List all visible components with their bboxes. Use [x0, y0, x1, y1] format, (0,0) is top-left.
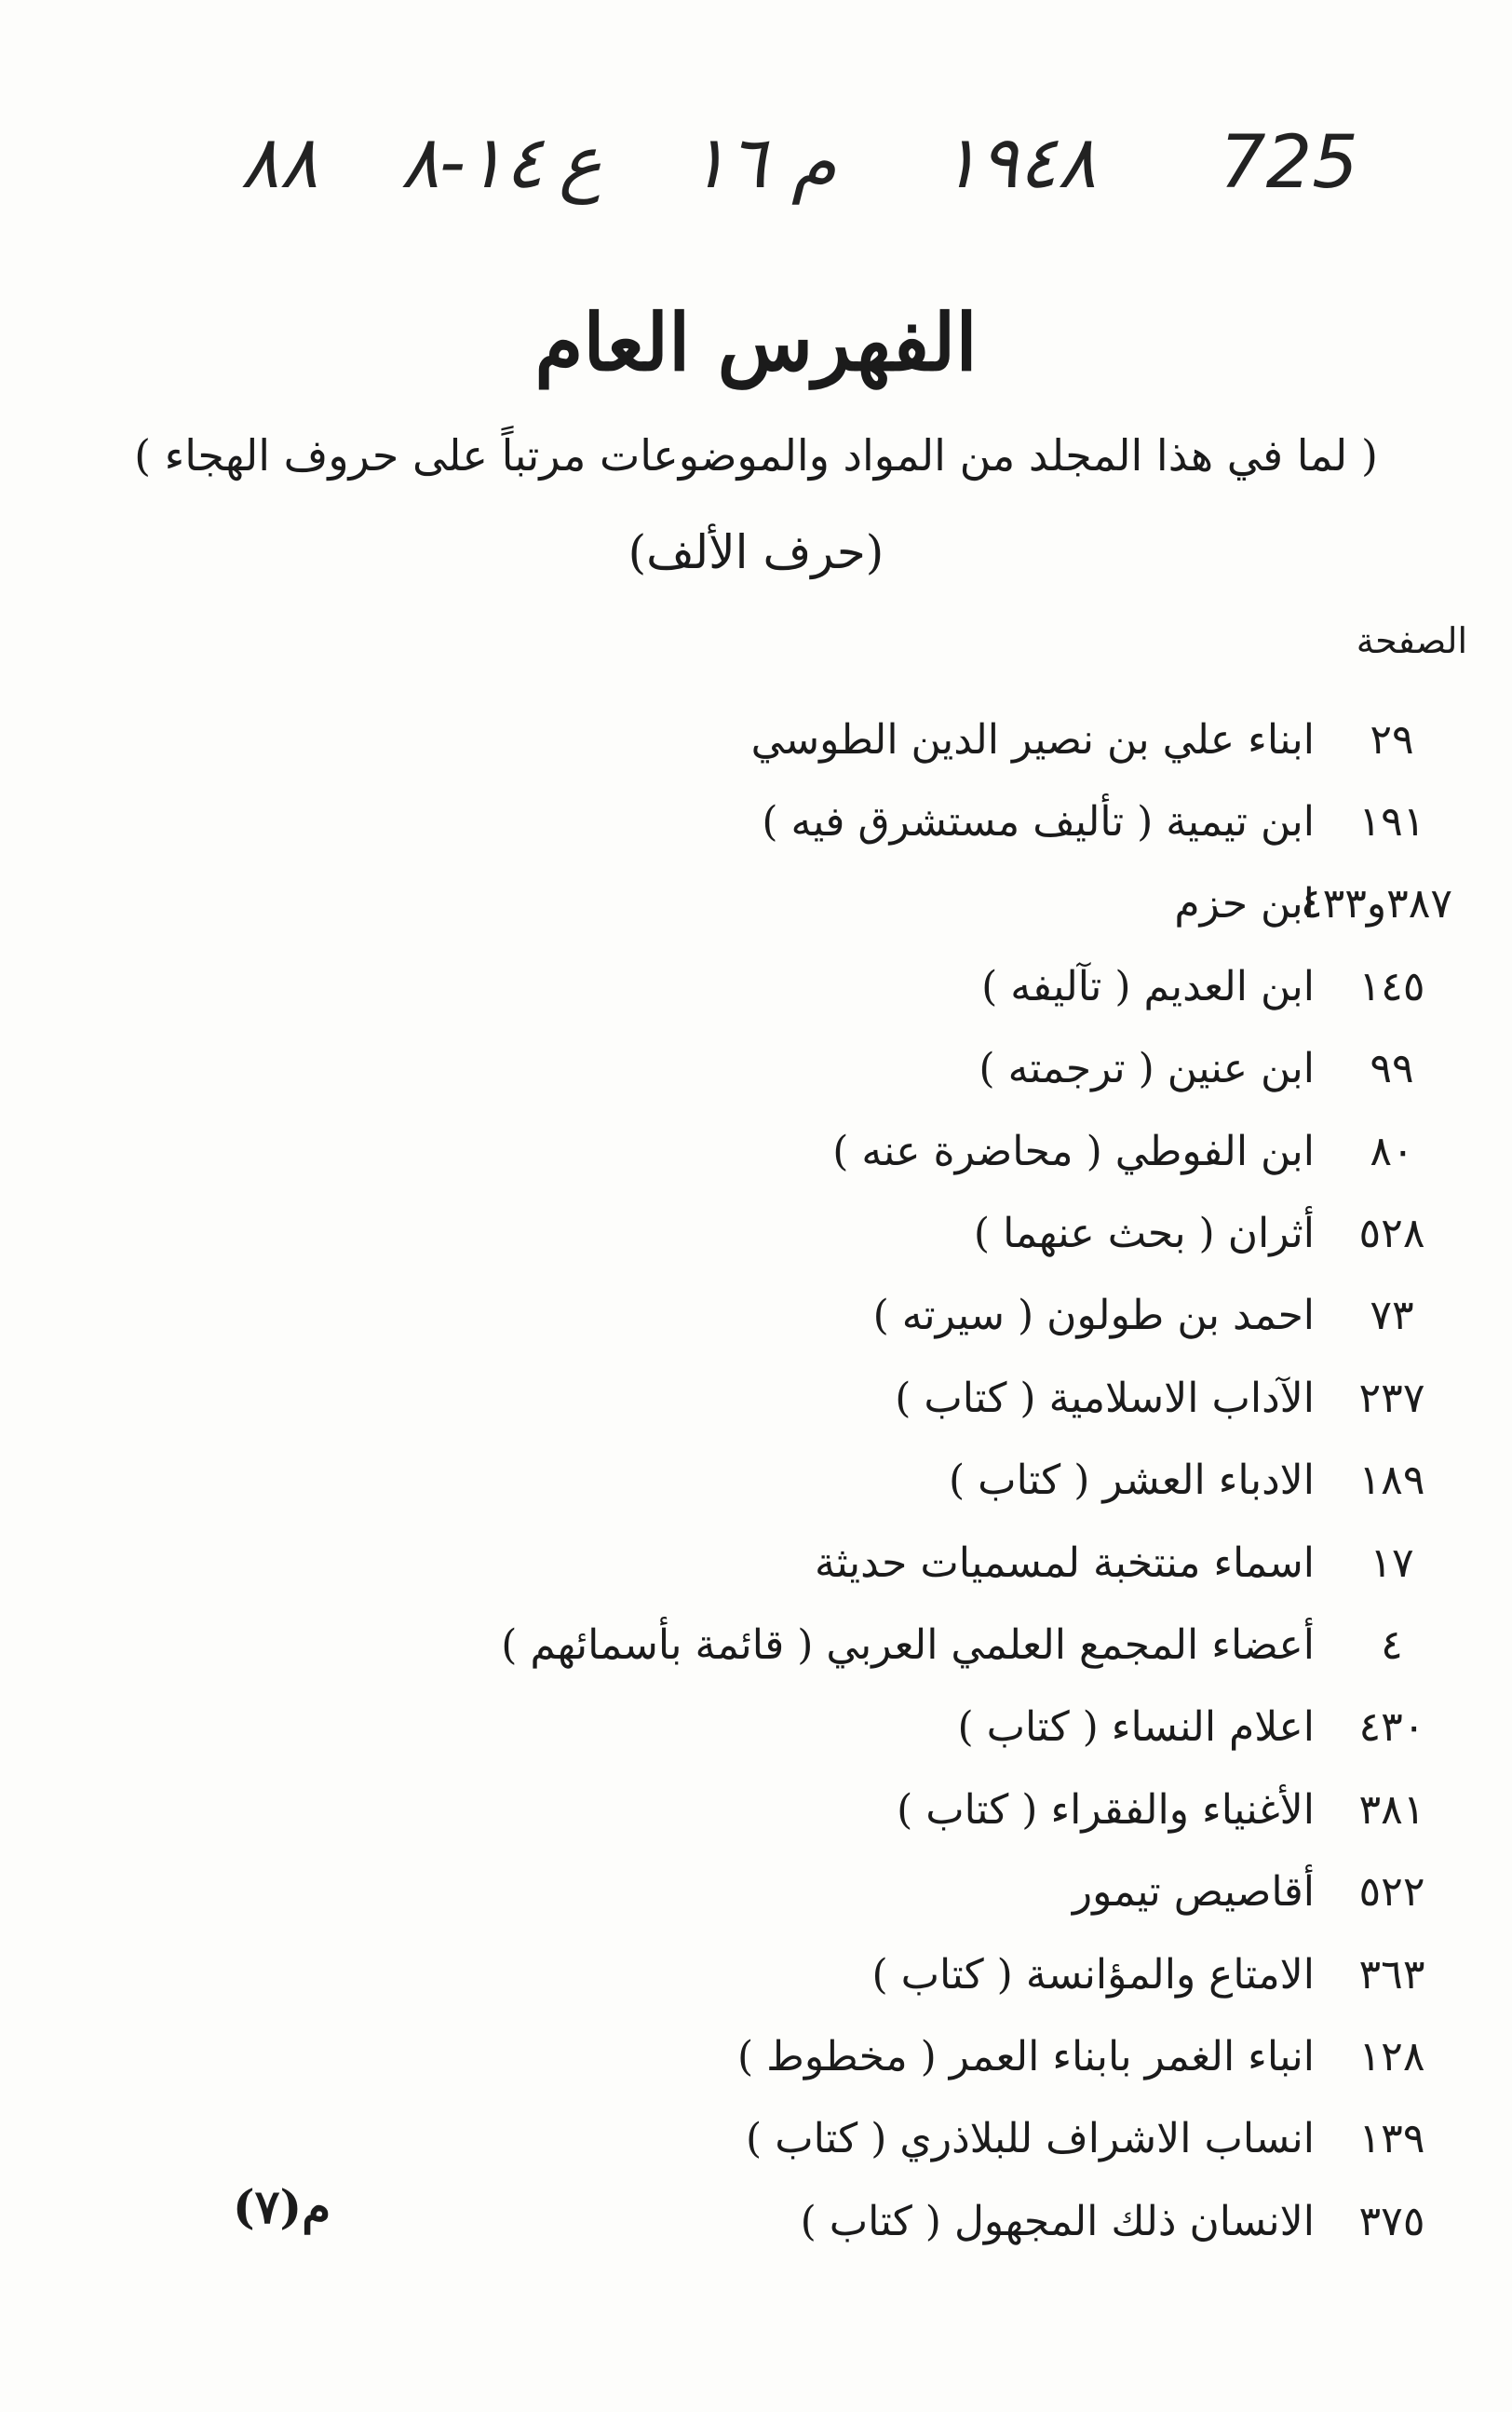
index-entry	[335, 1357, 1452, 1439]
entry-page: ٤	[1381, 1620, 1403, 1669]
signature-mark: م(٧)	[233, 2179, 331, 2234]
entry-text: ابن عنين ( ترجمته )	[979, 1045, 1315, 1093]
entry-text: أعضاء المجمع العلمي العربي ( قائمة بأسمائهم )	[501, 1620, 1315, 1669]
index-entry	[335, 945, 1452, 1027]
index-list	[335, 698, 1452, 2262]
index-entry	[335, 2015, 1452, 2097]
index-entry	[335, 1522, 1452, 1604]
handwritten-mark-4: ١٦	[689, 121, 767, 205]
entry-page: ٤٣٠	[1358, 1703, 1425, 1752]
entry-text: ابن الفوطي ( محاضرة عنه )	[832, 1127, 1315, 1175]
handwritten-mark-3: ع	[559, 121, 602, 205]
index-entry	[335, 1604, 1452, 1686]
index-entry	[335, 2098, 1452, 2180]
entry-page: ١٨٩	[1358, 1457, 1425, 1505]
entry-text: اسماء منتخبة لمسميات حديثة	[814, 1538, 1315, 1587]
entry-page: ٣٨١	[1358, 1785, 1425, 1834]
index-title: الفهرس العام	[534, 296, 978, 388]
entry-page: ٣٦٣	[1358, 1950, 1425, 1999]
entry-text: احمد بن طولون ( سيرته )	[872, 1292, 1315, 1340]
entry-page: ١٣٩	[1358, 2115, 1425, 2163]
entry-text: الادباء العشر ( كتاب )	[949, 1457, 1315, 1505]
handwritten-mark-5: م	[791, 121, 837, 205]
handwritten-mark-2: ١٤-٨	[400, 121, 544, 205]
entry-text: انباء الغمر بابناء العمر ( مخطوط )	[737, 2032, 1315, 2080]
index-entry	[335, 780, 1452, 862]
index-entry	[335, 698, 1452, 780]
index-entry	[335, 1850, 1452, 1932]
entry-text: انساب الاشراف للبلاذري ( كتاب )	[746, 2115, 1315, 2163]
entry-page: ٩٩	[1370, 1045, 1414, 1093]
index-entry	[335, 1275, 1452, 1357]
entry-page: ١٤٥	[1358, 962, 1425, 1010]
index-entry	[335, 1933, 1452, 2015]
entry-text: الآداب الاسلامية ( كتاب )	[895, 1374, 1315, 1422]
entry-text: الامتاع والمؤانسة ( كتاب )	[871, 1950, 1315, 1999]
index-entry	[335, 1110, 1452, 1192]
handwritten-mark-7: 725	[1220, 121, 1358, 205]
handwritten-mark-6: ١٩٤٨	[940, 121, 1097, 205]
index-entry	[335, 1192, 1452, 1274]
entry-page: ٥٢٢	[1358, 1868, 1425, 1917]
index-entry	[335, 1768, 1452, 1850]
index-entry	[335, 1440, 1452, 1522]
entry-text: الأغنياء والفقراء ( كتاب )	[897, 1785, 1315, 1834]
entry-text: اعلام النساء ( كتاب )	[957, 1703, 1315, 1752]
index-entry	[335, 2180, 1452, 2262]
index-entry	[335, 1687, 1452, 1768]
section-heading: (حرف الألف)	[628, 525, 884, 579]
entry-text: أثران ( بحث عنهما )	[973, 1210, 1315, 1258]
entry-page: ١٢٨	[1358, 2032, 1425, 2080]
entry-page: ٥٢٨	[1358, 1210, 1425, 1258]
entry-page: ٣٧٥	[1358, 2197, 1425, 2245]
entry-page: ١٩١	[1358, 798, 1425, 847]
entry-page: ١٧	[1370, 1538, 1414, 1587]
entry-text: ابناء علي بن نصير الدين الطوسي	[750, 715, 1315, 764]
entry-page: ٧٣	[1370, 1292, 1414, 1340]
entry-text: الانسان ذلك المجهول ( كتاب )	[800, 2197, 1315, 2245]
entry-page: ٣٨٧و٤٣٣	[1300, 880, 1452, 928]
entry-page: ٨٠	[1370, 1127, 1414, 1175]
index-subtitle: ( لما في هذا المجلد من المواد والموضوعات مرتباً على حروف الهجاء )	[134, 430, 1378, 481]
handwritten-mark-1: ٨٨	[240, 121, 318, 205]
index-entry	[335, 863, 1452, 945]
index-entry	[335, 1028, 1452, 1110]
entry-text: ابن تيمية ( تأليف مستشرق فيه )	[762, 798, 1315, 847]
entry-text: ابن حزم	[1174, 880, 1315, 928]
entry-page: ٢٣٧	[1358, 1374, 1425, 1422]
entry-text: ابن العديم ( تآليفه )	[981, 962, 1315, 1010]
entry-text: أقاصيص تيمور	[1072, 1868, 1315, 1917]
entry-page: ٢٩	[1370, 715, 1414, 764]
page-column-label: الصفحة	[1356, 620, 1467, 661]
